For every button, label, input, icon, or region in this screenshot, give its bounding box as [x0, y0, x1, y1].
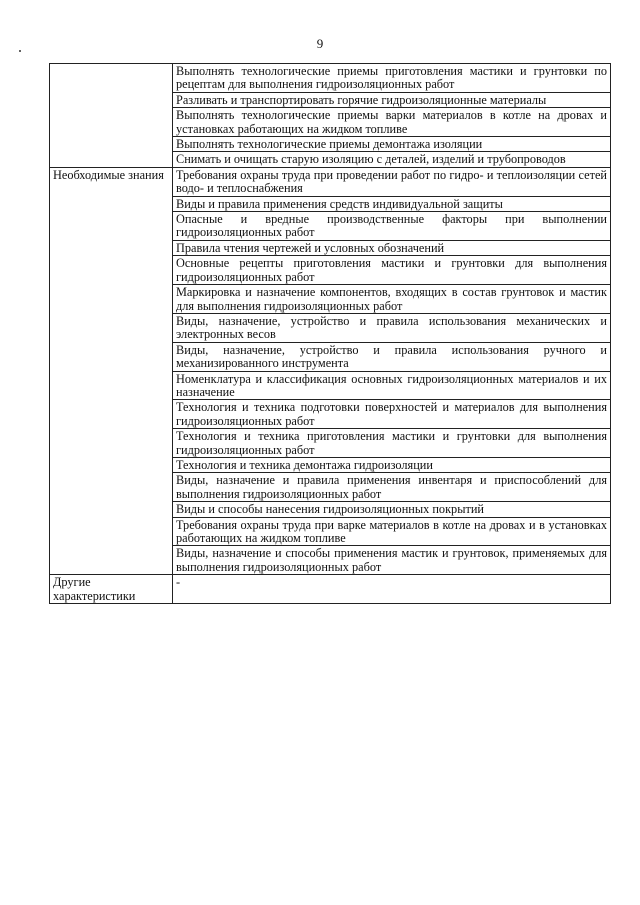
knowledge-item: Технология и техника демонтажа гидроизоляции	[173, 457, 611, 472]
skill-item: Разливать и транспортировать горячие гидроизоляционные материалы	[173, 92, 611, 107]
knowledge-item: Требования охраны труда при проведении работ по гидро- и теплоизоляции сетей водо- и теплоснабжения	[173, 167, 611, 196]
knowledge-item: Маркировка и назначение компонентов, входящих в состав грунтовок и мастик для выполнения гидроизоляционных работ	[173, 285, 611, 314]
knowledge-item: Виды, назначение, устройство и правила использования механических и электронных весов	[173, 313, 611, 342]
skill-item: Выполнять технологические приемы приготовления мастики и грунтовки по рецептам для выполнения гидроизоляционных работ	[173, 64, 611, 93]
table-row	[50, 167, 611, 196]
knowledge-label: Необходимые знания	[50, 167, 173, 574]
knowledge-item: Виды и правила применения средств индивидуальной защиты	[173, 196, 611, 211]
knowledge-item: Технология и техника приготовления мастики и грунтовки для выполнения гидроизоляционных работ	[173, 429, 611, 458]
page-number: 9	[316, 36, 324, 51]
skills-label-cell	[50, 64, 173, 168]
knowledge-item: Технология и техника подготовки поверхностей и материалов для выполнения гидроизоляционных работ	[173, 400, 611, 429]
skill-item: Выполнять технологические приемы варки материалов в котле на дровах и установках работающих на жидком топливе	[173, 108, 611, 137]
scan-speck	[19, 50, 21, 52]
knowledge-item: Виды, назначение и способы применения мастик и грунтовок, применяемых для выполнения гидроизоляционных работ	[173, 546, 611, 575]
knowledge-item: Опасные и вредные производственные факторы при выполнении гидроизоляционных работ	[173, 212, 611, 241]
other-characteristics-label: Другие характеристики	[50, 575, 173, 604]
knowledge-item: Требования охраны труда при варке материалов в котле на дровах и в установках работающих на жидком топливе	[173, 517, 611, 546]
other-characteristics-value: -	[173, 575, 611, 604]
knowledge-item: Виды и способы нанесения гидроизоляционных покрытий	[173, 502, 611, 517]
knowledge-item: Виды, назначение, устройство и правила использования ручного и механизированного инструмента	[173, 342, 611, 371]
table-row	[50, 575, 611, 604]
table-row	[50, 64, 611, 93]
knowledge-item: Основные рецепты приготовления мастики и грунтовки для выполнения гидроизоляционных работ	[173, 256, 611, 285]
skill-item: Выполнять технологические приемы демонтажа изоляции	[173, 137, 611, 152]
knowledge-item: Номенклатура и классификация основных гидроизоляционных материалов и их назначение	[173, 371, 611, 400]
requirements-table	[49, 63, 611, 604]
knowledge-item: Виды, назначение и правила применения инвентаря и приспособлений для выполнения гидроизоляционных работ	[173, 473, 611, 502]
knowledge-item: Правила чтения чертежей и условных обозначений	[173, 240, 611, 255]
skill-item: Снимать и очищать старую изоляцию с деталей, изделий и трубопроводов	[173, 152, 611, 167]
